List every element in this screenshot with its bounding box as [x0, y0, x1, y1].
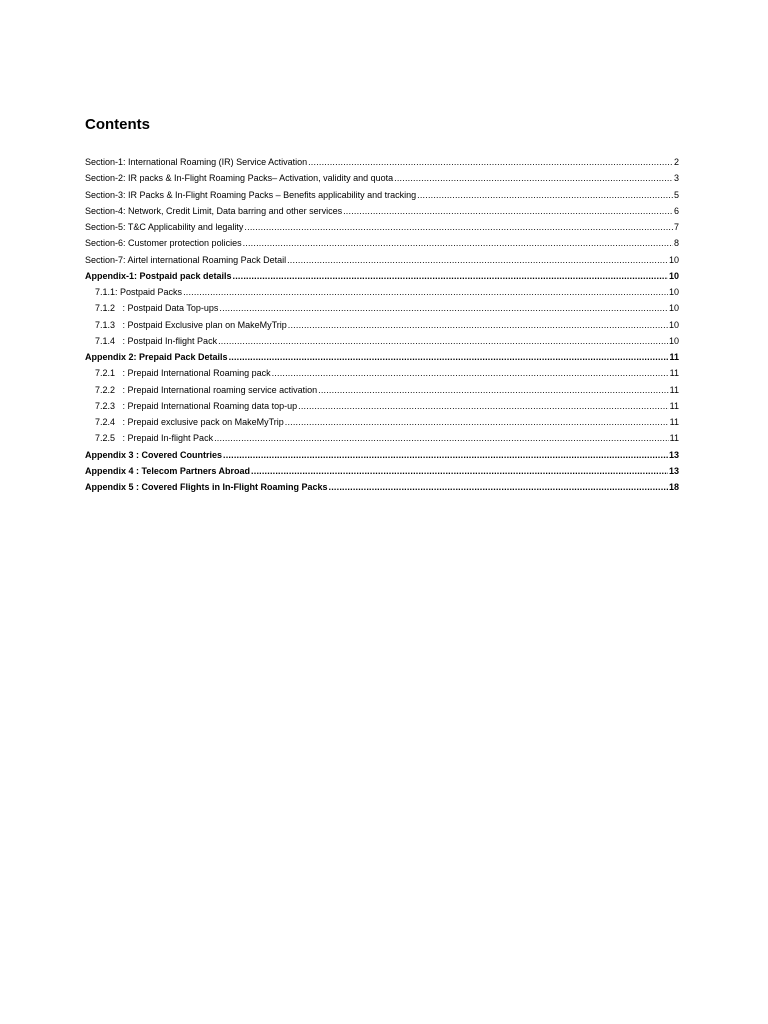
- toc-entry-label: 7.1.3 : Postpaid Exclusive plan on MakeMyTrip: [95, 319, 287, 330]
- toc-dot-leader: [272, 365, 669, 381]
- toc-entry-label: Appendix 4 : Telecom Partners Abroad: [85, 465, 251, 476]
- toc-heading: Contents: [85, 116, 150, 133]
- toc-dot-leader: [218, 333, 668, 349]
- toc-dot-leader: [298, 398, 669, 414]
- toc-entry-page-number: 11: [669, 384, 679, 395]
- toc-entry-page-number: 10: [668, 287, 679, 297]
- toc-dot-leader: [287, 252, 668, 268]
- toc-entry-8[interactable]: [85, 268, 679, 284]
- toc-entry-20[interactable]: [85, 463, 679, 479]
- toc-entry-label: 7.2.1 : Prepaid International Roaming pack: [95, 368, 271, 379]
- toc-entry-label: Appendix-1: Postpaid pack details: [85, 270, 232, 281]
- toc-entry-label: Appendix 2: Prepaid Pack Details: [85, 352, 228, 362]
- toc-entry-14[interactable]: [85, 365, 679, 381]
- toc-dot-leader: [417, 187, 673, 203]
- toc-entry-label: Section-6: Customer protection policies: [85, 238, 242, 249]
- toc-entry-label: 7.2.4 : Prepaid exclusive pack on MakeMyTrip: [95, 417, 284, 427]
- toc-list: [85, 154, 679, 495]
- toc-entry-label: 7.1.4 : Postpaid In-flight Pack: [95, 335, 218, 346]
- toc-entry-page-number: 10: [668, 335, 679, 346]
- toc-entry-page-number: 3: [673, 173, 679, 184]
- toc-entry-11[interactable]: [85, 317, 679, 333]
- toc-entry-page-number: 7: [673, 222, 679, 232]
- toc-entry-page-number: 11: [669, 400, 679, 411]
- toc-entry-page-number: 18: [668, 482, 679, 492]
- toc-dot-leader: [343, 203, 673, 219]
- toc-dot-leader: [394, 170, 673, 186]
- toc-entry-page-number: 13: [668, 465, 679, 476]
- toc-entry-4[interactable]: [85, 203, 679, 219]
- toc-entry-21[interactable]: [85, 479, 679, 495]
- toc-dot-leader: [288, 317, 668, 333]
- toc-entry-15[interactable]: [85, 382, 679, 398]
- toc-dot-leader: [244, 219, 673, 235]
- toc-entry-13[interactable]: [85, 349, 679, 365]
- toc-entry-label: Appendix 5 : Covered Flights in In-Flight Roaming Packs: [85, 482, 328, 492]
- toc-entry-5[interactable]: [85, 219, 679, 235]
- toc-entry-page-number: 8: [673, 238, 679, 249]
- toc-entry-7[interactable]: [85, 252, 679, 268]
- toc-entry-label: 7.2.2 : Prepaid International roaming service activation: [95, 384, 318, 395]
- toc-entry-page-number: 11: [669, 417, 679, 427]
- toc-entry-label: 7.2.3 : Prepaid International Roaming data top-up: [95, 400, 298, 411]
- toc-entry-label: 7.2.5 : Prepaid In-flight Pack: [95, 433, 214, 444]
- toc-dot-leader: [243, 235, 673, 251]
- toc-entry-3[interactable]: [85, 187, 679, 203]
- toc-dot-leader: [308, 154, 673, 170]
- toc-dot-leader: [251, 463, 668, 479]
- toc-entry-page-number: 11: [669, 352, 679, 362]
- toc-dot-leader: [285, 414, 669, 430]
- toc-entry-10[interactable]: [85, 300, 679, 316]
- toc-entry-page-number: 6: [673, 205, 679, 216]
- toc-entry-17[interactable]: [85, 414, 679, 430]
- toc-entry-18[interactable]: [85, 430, 679, 446]
- toc-entry-label: Section-7: Airtel international Roaming Pack Detail: [85, 254, 287, 265]
- toc-entry-label: 7.1.1: Postpaid Packs: [95, 287, 183, 297]
- toc-entry-label: 7.1.2 : Postpaid Data Top-ups: [95, 303, 219, 314]
- toc-entry-page-number: 2: [673, 157, 679, 167]
- toc-entry-label: Section-5: T&C Applicability and legality: [85, 222, 244, 232]
- toc-dot-leader: [229, 349, 669, 365]
- toc-entry-12[interactable]: [85, 333, 679, 349]
- toc-dot-leader: [183, 284, 668, 300]
- toc-entry-2[interactable]: [85, 170, 679, 186]
- toc-entry-9[interactable]: [85, 284, 679, 300]
- toc-entry-6[interactable]: [85, 235, 679, 251]
- toc-entry-page-number: 10: [668, 254, 679, 265]
- toc-dot-leader: [219, 300, 668, 316]
- toc-dot-leader: [329, 479, 668, 495]
- toc-entry-page-number: 10: [668, 303, 679, 314]
- toc-entry-page-number: 5: [673, 189, 679, 200]
- toc-dot-leader: [318, 382, 669, 398]
- toc-entry-page-number: 10: [668, 270, 679, 281]
- toc-entry-label: Section-3: IR Packs & In-Flight Roaming Packs – Benefits applicability and tracking: [85, 189, 417, 200]
- toc-entry-19[interactable]: [85, 447, 679, 463]
- toc-dot-leader: [223, 447, 668, 463]
- toc-entry-label: Appendix 3 : Covered Countries: [85, 449, 223, 460]
- toc-entry-page-number: 10: [668, 319, 679, 330]
- toc-entry-16[interactable]: [85, 398, 679, 414]
- toc-entry-label: Section-4: Network, Credit Limit, Data barring and other services: [85, 205, 343, 216]
- toc-entry-label: Section-1: International Roaming (IR) Service Activation: [85, 157, 308, 167]
- toc-dot-leader: [233, 268, 668, 284]
- toc-entry-page-number: 11: [669, 368, 679, 379]
- toc-entry-1[interactable]: [85, 154, 679, 170]
- toc-entry-label: Section-2: IR packs & In-Flight Roaming Packs– Activation, validity and quota: [85, 173, 394, 184]
- toc-dot-leader: [214, 430, 669, 446]
- toc-entry-page-number: 11: [669, 433, 679, 444]
- toc-entry-page-number: 13: [668, 449, 679, 460]
